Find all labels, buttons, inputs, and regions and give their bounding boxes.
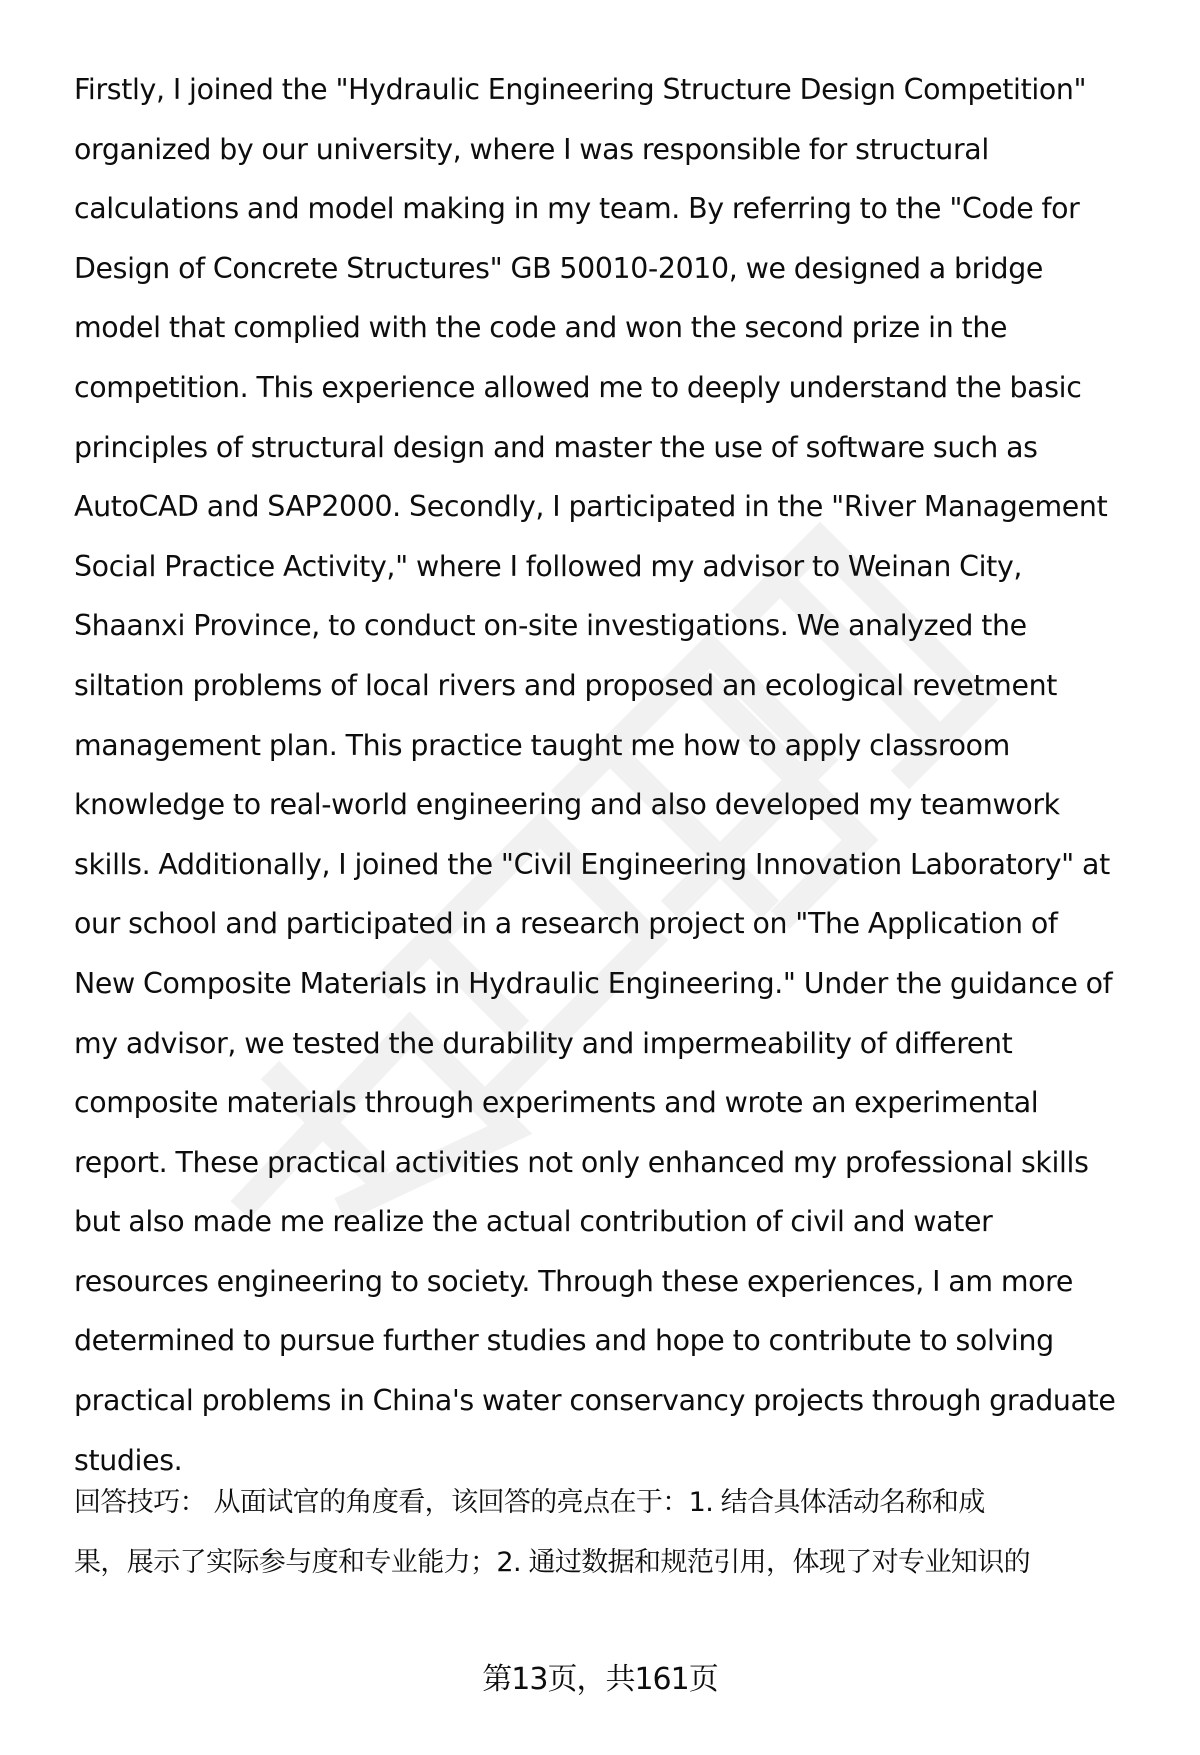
paragraph-line: practical problems in China's water conservancy projects through graduate <box>74 1384 1116 1418</box>
paragraph-line: our school and participated in a research project on "The Application of <box>74 907 1058 941</box>
paragraph-line: composite materials through experiments and wrote an experimental <box>74 1086 1039 1120</box>
answer-paragraph <box>74 60 1164 1490</box>
answer-tips-paragraph <box>74 1473 1164 1593</box>
paragraph-line: model that complied with the code and won the second prize in the <box>74 311 1008 345</box>
paragraph-line: New Composite Materials in Hydraulic Engineering." Under the guidance of <box>74 966 1113 1000</box>
paragraph-line: principles of structural design and master the use of software such as <box>74 430 1038 464</box>
paragraph-line: competition. This experience allowed me to deeply understand the basic <box>74 370 1082 404</box>
paragraph-line: Firstly, I joined the "Hydraulic Engineering Structure Design Competition" <box>74 73 1087 106</box>
paragraph-line: determined to pursue further studies and hope to contribute to solving <box>74 1324 1054 1358</box>
paragraph-line: calculations and model making in my team. By referring to the "Code for <box>74 192 1080 226</box>
paragraph-line: my advisor, we tested the durability and impermeability of different <box>74 1026 1013 1060</box>
paragraph-line: Social Practice Activity," where I followed my advisor to Weinan City, <box>74 549 1023 583</box>
paragraph-line: organized by our university, where I was responsible for structural <box>74 132 989 166</box>
paragraph-line: resources engineering to society. Through these experiences, I am more <box>74 1264 1073 1298</box>
page-indicator: 第13页，共161页 <box>482 1662 718 1697</box>
paragraph-line: management plan. This practice taught me how to apply classroom <box>74 728 1010 762</box>
paragraph-line: Shaanxi Province, to conduct on-site investigations. We analyzed the <box>74 609 1027 643</box>
paragraph-line: Design of Concrete Structures" GB 50010-2010, we designed a bridge <box>74 251 1043 285</box>
tips-line: 回答技巧： 从面试官的角度看，该回答的亮点在于：1. 结合具体活动名称和成 <box>74 1487 985 1518</box>
paragraph-line: knowledge to real-world engineering and also developed my teamwork <box>74 788 1060 822</box>
tips-line: 果，展示了实际参与度和专业能力；2. 通过数据和规范引用，体现了对专业知识的 <box>74 1547 1031 1578</box>
paragraph-line: skills. Additionally, I joined the "Civil Engineering Innovation Laboratory" at <box>74 847 1110 881</box>
paragraph-line: studies. <box>74 1443 183 1477</box>
paragraph-line: siltation problems of local rivers and proposed an ecological revetment <box>74 668 1058 702</box>
paragraph-line: report. These practical activities not only enhanced my professional skills <box>74 1145 1089 1179</box>
paragraph-line: but also made me realize the actual contribution of civil and water <box>74 1205 993 1239</box>
paragraph-line: AutoCAD and SAP2000. Secondly, I participated in the "River Management <box>74 490 1108 524</box>
